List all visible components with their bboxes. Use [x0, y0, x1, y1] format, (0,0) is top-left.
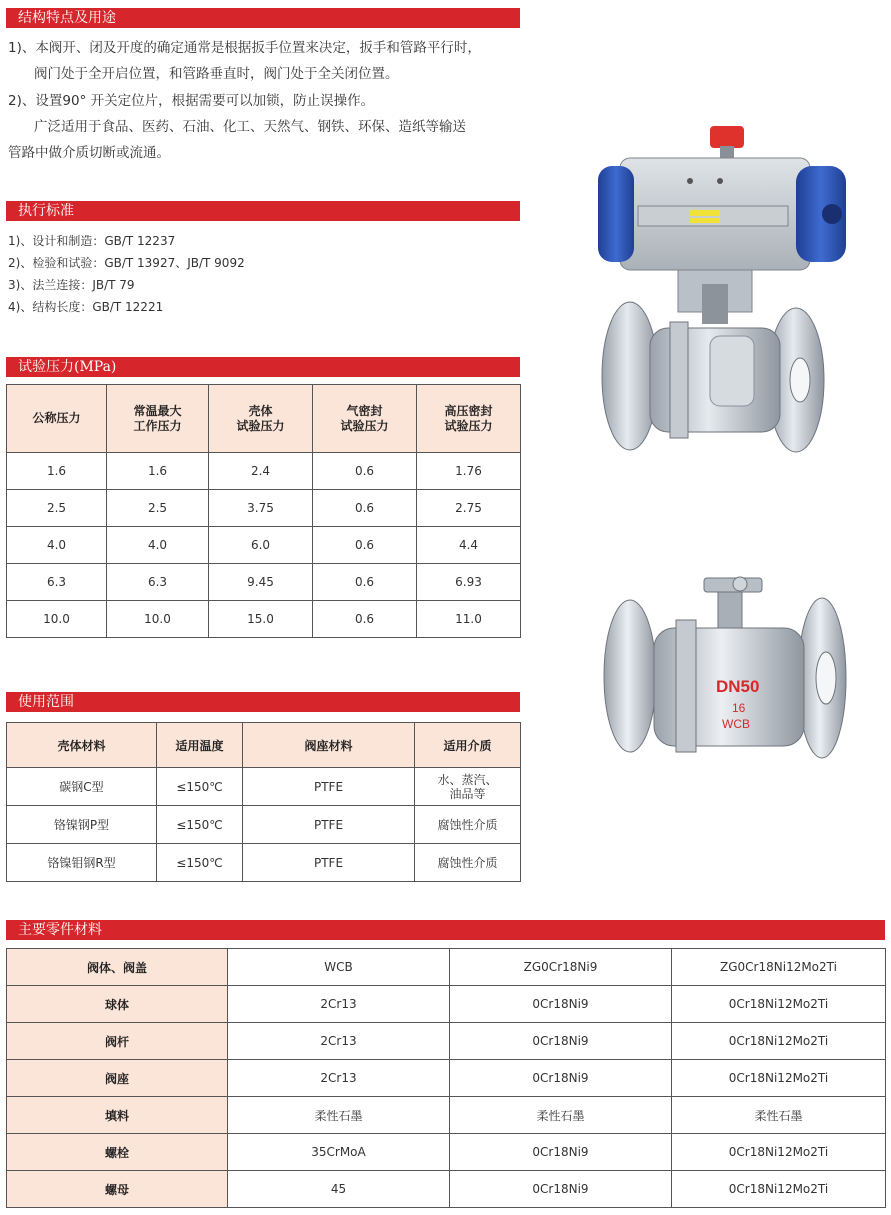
table-cell: ZG0Cr18Ni12Mo2Ti [672, 949, 886, 986]
pressure-table [6, 384, 521, 638]
pressure-header-cell: 高压密封 试验压力 [417, 385, 521, 453]
table-cell: 0Cr18Ni9 [450, 1134, 672, 1171]
table-cell: 柔性石墨 [450, 1097, 672, 1134]
table-cell: PTFE [243, 844, 415, 882]
table-cell: 4.0 [7, 527, 107, 564]
standard-item: 1)、设计和制造：GB/T 12237 [8, 234, 176, 248]
part-name-cell: 螺栓 [7, 1134, 228, 1171]
parts-table [6, 948, 886, 1208]
table-cell: 0.6 [313, 601, 417, 638]
table-cell: 11.0 [417, 601, 521, 638]
table-cell: ≤150℃ [157, 768, 243, 806]
table-cell: 6.3 [107, 564, 209, 601]
table-cell: 2.5 [7, 490, 107, 527]
table-cell: 10.0 [7, 601, 107, 638]
table-row [7, 1023, 886, 1060]
table-cell: 2Cr13 [228, 1023, 450, 1060]
table-row [7, 1060, 886, 1097]
table-cell: ≤150℃ [157, 806, 243, 844]
pressure-header-cell: 壳体 试验压力 [209, 385, 313, 453]
table-cell: 0Cr18Ni9 [450, 1023, 672, 1060]
table-cell: 35CrMoA [228, 1134, 450, 1171]
table-cell: 腐蚀性介质 [415, 806, 521, 844]
table-row [7, 844, 521, 882]
table-row [7, 564, 521, 601]
table-cell: PTFE [243, 768, 415, 806]
manual-ball-valve-image [600, 572, 850, 782]
table-row [7, 806, 521, 844]
usage-header-cell: 适用介质 [415, 723, 521, 768]
pressure-header-cell: 气密封 试验压力 [313, 385, 417, 453]
table-cell: ZG0Cr18Ni9 [450, 949, 672, 986]
part-name-cell: 螺母 [7, 1171, 228, 1208]
table-cell: 0Cr18Ni9 [450, 986, 672, 1023]
part-name-cell: 球体 [7, 986, 228, 1023]
table-cell: 铬镍钢P型 [7, 806, 157, 844]
section-header-usage: 使用范围 [6, 692, 520, 712]
feature-line-3b: 管路中做介质切断或流通。 [8, 145, 170, 161]
table-cell: 2.5 [107, 490, 209, 527]
table-cell: 柔性石墨 [228, 1097, 450, 1134]
table-cell: 1.6 [7, 453, 107, 490]
table-row [7, 986, 886, 1023]
table-cell: 2.4 [209, 453, 313, 490]
table-cell: 6.93 [417, 564, 521, 601]
pressure-header-cell: 公称压力 [7, 385, 107, 453]
table-cell: 15.0 [209, 601, 313, 638]
table-cell: 0Cr18Ni12Mo2Ti [672, 1134, 886, 1171]
usage-table [6, 722, 521, 882]
usage-header-row [7, 723, 521, 768]
standard-item: 2)、检验和试验：GB/T 13927、JB/T 9092 [8, 256, 245, 270]
table-cell: 4.4 [417, 527, 521, 564]
table-cell: 0Cr18Ni12Mo2Ti [672, 1023, 886, 1060]
section-header-parts: 主要零件材料 [6, 920, 885, 940]
table-row [7, 949, 886, 986]
part-name-cell: 阀座 [7, 1060, 228, 1097]
table-row [7, 490, 521, 527]
table-row [7, 768, 521, 806]
table-cell: 10.0 [107, 601, 209, 638]
feature-line-1a: 1)、本阀开、闭及开度的确定通常是根据扳手位置来决定，扳手和管路平行时， [8, 40, 481, 56]
part-name-cell: 阀体、阀盖 [7, 949, 228, 986]
section-header-standards: 执行标准 [6, 201, 520, 221]
table-row [7, 1097, 886, 1134]
pressure-header-row [7, 385, 521, 453]
valve-material-marking: WCB [722, 717, 750, 731]
table-row [7, 601, 521, 638]
usage-header-cell: 阀座材料 [243, 723, 415, 768]
table-cell: 45 [228, 1171, 450, 1208]
usage-header-cell: 适用温度 [157, 723, 243, 768]
table-row [7, 1134, 886, 1171]
feature-line-3a: 广泛适用于食品、医药、石油、化工、天然气、钢铁、环保、造纸等输送 [34, 119, 466, 135]
table-cell: WCB [228, 949, 450, 986]
table-cell: 碳钢C型 [7, 768, 157, 806]
table-cell: 0.6 [313, 490, 417, 527]
table-cell: 0.6 [313, 453, 417, 490]
table-cell: ≤150℃ [157, 844, 243, 882]
table-cell: 4.0 [107, 527, 209, 564]
pressure-header-cell: 常温最大 工作压力 [107, 385, 209, 453]
part-name-cell: 阀杆 [7, 1023, 228, 1060]
standard-item: 4)、结构长度：GB/T 12221 [8, 300, 164, 314]
feature-line-2: 2)、设置90° 开关定位片，根据需要可以加锁，防止误操作。 [8, 93, 375, 109]
valve-pressure-marking: 16 [732, 701, 746, 715]
table-cell: 2Cr13 [228, 986, 450, 1023]
table-cell: 0.6 [313, 564, 417, 601]
table-cell: 0Cr18Ni9 [450, 1171, 672, 1208]
table-cell: 6.3 [7, 564, 107, 601]
table-row [7, 527, 521, 564]
section-header-pressure: 试验压力(MPa) [6, 357, 520, 377]
table-cell: 0Cr18Ni9 [450, 1060, 672, 1097]
table-cell: 2.75 [417, 490, 521, 527]
table-row [7, 453, 521, 490]
table-cell: 9.45 [209, 564, 313, 601]
table-cell: 0Cr18Ni12Mo2Ti [672, 1060, 886, 1097]
table-cell: 0Cr18Ni12Mo2Ti [672, 986, 886, 1023]
table-cell: 3.75 [209, 490, 313, 527]
usage-header-cell: 壳体材料 [7, 723, 157, 768]
pneumatic-ball-valve-image [590, 118, 860, 478]
standard-item: 3)、法兰连接：JB/T 79 [8, 278, 135, 292]
table-cell: PTFE [243, 806, 415, 844]
table-cell: 铬镍钼钢R型 [7, 844, 157, 882]
feature-line-1b: 阀门处于全开启位置，和管路垂直时，阀门处于全关闭位置。 [34, 66, 399, 82]
section-header-features: 结构特点及用途 [6, 8, 520, 28]
table-cell: 6.0 [209, 527, 313, 564]
table-cell: 1.6 [107, 453, 209, 490]
table-cell: 0.6 [313, 527, 417, 564]
valve-size-marking: DN50 [716, 677, 760, 696]
table-cell: 水、蒸汽、 油品等 [415, 768, 521, 806]
part-name-cell: 填料 [7, 1097, 228, 1134]
table-cell: 2Cr13 [228, 1060, 450, 1097]
table-cell: 1.76 [417, 453, 521, 490]
table-cell: 腐蚀性介质 [415, 844, 521, 882]
table-cell: 0Cr18Ni12Mo2Ti [672, 1171, 886, 1208]
table-row [7, 1171, 886, 1208]
table-cell: 柔性石墨 [672, 1097, 886, 1134]
